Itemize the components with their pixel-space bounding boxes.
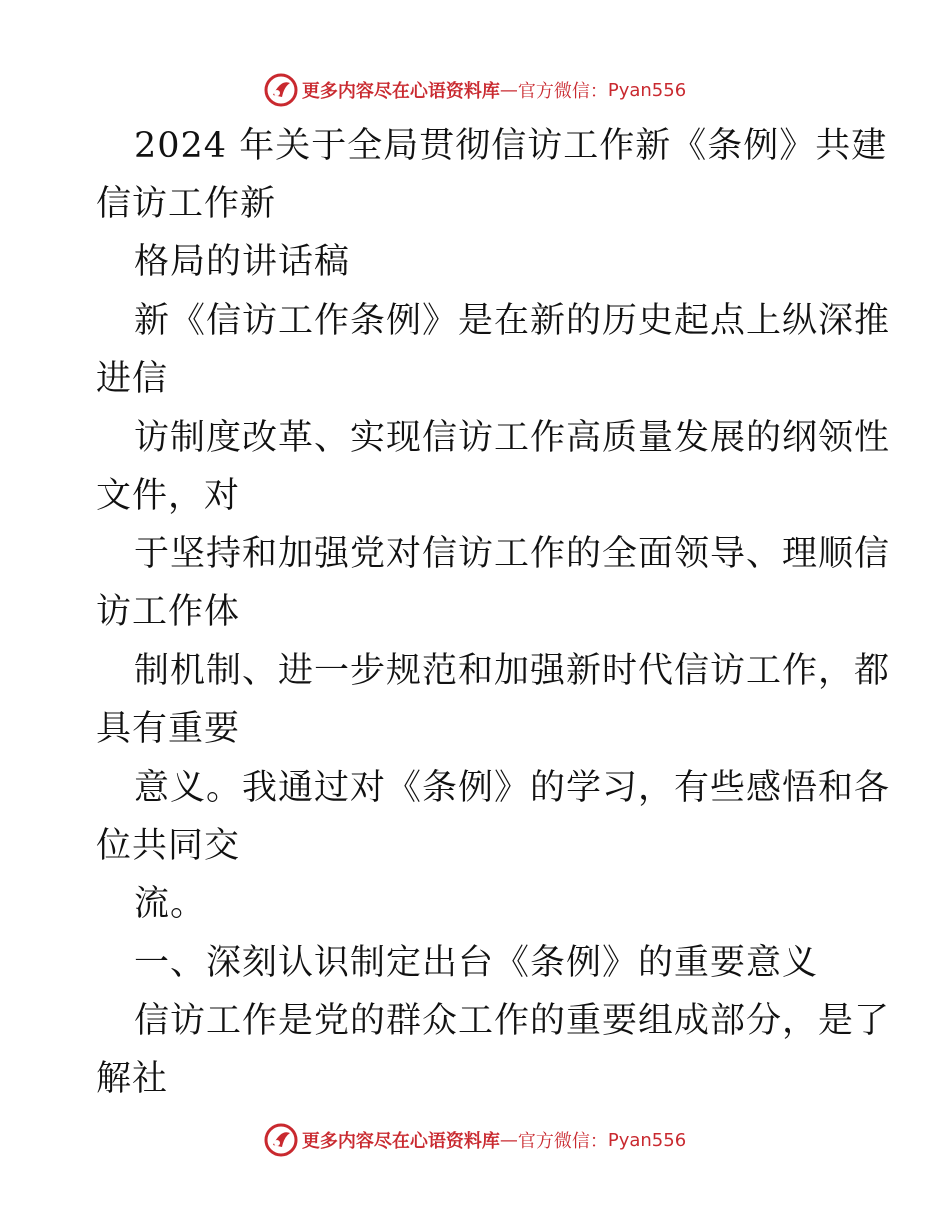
watermark-wechat-label: 官方微信： xyxy=(517,1131,608,1152)
body-line: 访工作体 xyxy=(96,592,241,632)
body-line: 制机制、进一步规范和加强新时代信访工作，都 xyxy=(134,651,891,691)
section-heading: 一、深刻认识制定出台《条例》的重要意义 xyxy=(134,943,819,983)
body-line: 信访工作是党的群众工作的重要组成部分，是了 xyxy=(134,1001,891,1041)
watermark-brand: 更多内容尽在心语资料库 xyxy=(301,81,500,102)
brand-logo-icon xyxy=(264,1123,298,1157)
body-line: 位共同交 xyxy=(96,826,241,866)
body-line: 具有重要 xyxy=(96,709,241,749)
body-line: 流。 xyxy=(134,884,207,924)
body-line: 新《信访工作条例》是在新的历史起点上纵深推 xyxy=(134,301,891,341)
body-line: 解社 xyxy=(96,1059,169,1099)
watermark-separator: — xyxy=(499,1129,518,1151)
body-line: 进信 xyxy=(96,359,169,399)
body-line: 文件，对 xyxy=(96,476,241,516)
body-line: 访制度改革、实现信访工作高质量发展的纲领性 xyxy=(134,418,891,458)
body-line: 意义。我通过对《条例》的学习，有些感悟和各 xyxy=(134,768,891,808)
title-line-3: 格局的讲话稿 xyxy=(134,242,351,282)
watermark-brand: 更多内容尽在心语资料库 xyxy=(301,1131,500,1152)
watermark-separator: — xyxy=(499,79,518,101)
watermark-wechat-id: Pyan556 xyxy=(607,79,687,101)
title-line-1: 2024 年关于全局贯彻信访工作新《条例》共建 xyxy=(134,126,888,166)
body-line: 于坚持和加强党对信访工作的全面领导、理顺信 xyxy=(134,534,891,574)
watermark-wechat-label: 官方微信： xyxy=(517,81,608,102)
watermark-wechat-id: Pyan556 xyxy=(607,1129,687,1151)
watermark-footer xyxy=(0,1120,950,1160)
title-line-2: 信访工作新 xyxy=(96,184,277,224)
